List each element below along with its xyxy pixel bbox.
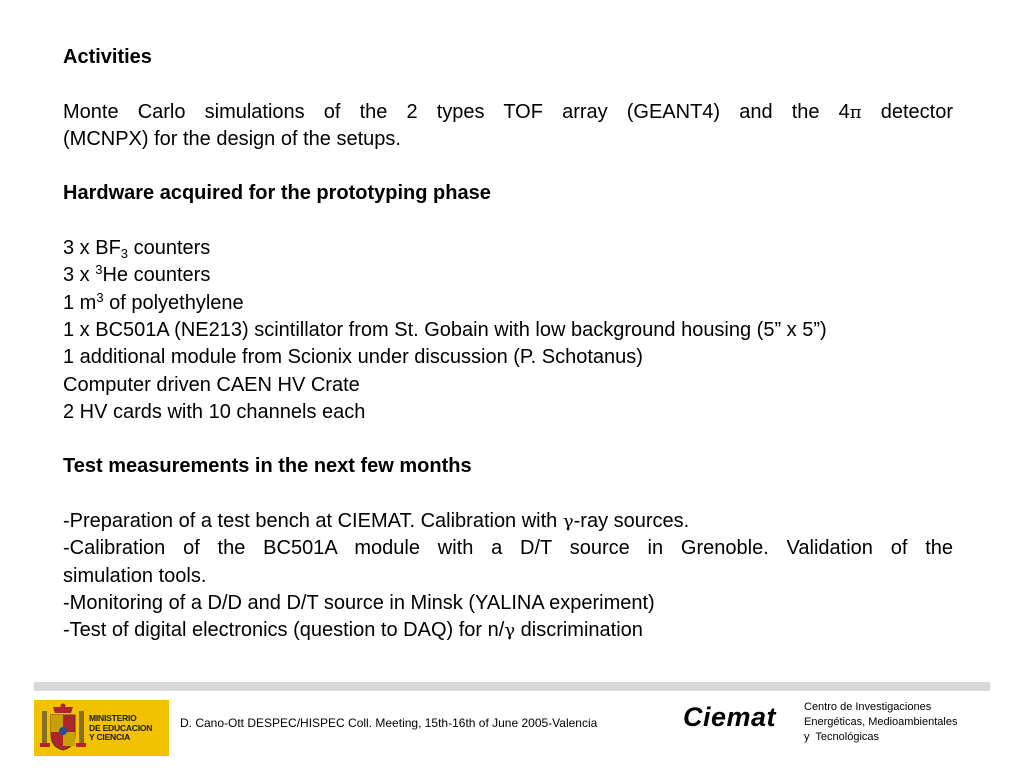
hw-item-scionix: 1 additional module from Scionix under discussion (P. Schotanus) [63, 346, 643, 369]
gamma-symbol: γ [562, 511, 574, 533]
hw-item-poly [63, 290, 953, 317]
test-item-calibration-cont: simulation tools. [63, 564, 207, 587]
ciemat-desc-line: Centro de Investigaciones [804, 701, 932, 713]
mc-line1-end: detector [861, 100, 953, 123]
ciemat-desc-line: Energéticas, Medioambientales [804, 716, 958, 728]
hw-item-bc501a: 1 x BC501A (NE213) scintillator from St. Gobain with low background housing (5” x 5”) [63, 318, 827, 341]
superscript: 3 [95, 262, 103, 278]
test-item-electronics [63, 617, 953, 644]
test-item-bench [63, 508, 953, 535]
test4-end: discrimination [515, 619, 643, 642]
hw-bf3-end: counters [128, 237, 211, 260]
hw-poly-end: of polyethylene [103, 291, 244, 314]
test1-end: -ray sources. [573, 510, 690, 533]
pi-symbol: π [849, 101, 862, 123]
mc-paragraph [63, 99, 953, 126]
test4-text: -Test of digital electronics (question to DAQ) for n/ [63, 619, 505, 642]
ministerio-line: Y CIENCIA [89, 732, 131, 742]
ministerio-label [89, 714, 169, 743]
heading-hardware: Hardware acquired for the prototyping phase [63, 182, 491, 205]
footer-divider [34, 682, 990, 691]
hw-item-caen: Computer driven CAEN HV Crate [63, 373, 360, 396]
test-item-calibration [63, 535, 953, 562]
hw-poly-text: 1 m [63, 291, 97, 314]
spacer [63, 71, 953, 98]
meeting-credit: D. Cano-Ott DESPEC/HISPEC Coll. Meeting, 15th-16th of June 2005-Valencia [180, 716, 598, 730]
ciemat-description [804, 700, 1004, 745]
hw-he3-text: 3 x [63, 264, 96, 287]
spacer [63, 153, 953, 180]
slide-content [63, 44, 953, 645]
ciemat-desc-line: y Tecnológicas [804, 731, 880, 743]
heading-activities: Activities [63, 46, 152, 68]
ministerio-line: DE EDUCACION [89, 722, 153, 733]
coat-of-arms-icon [39, 703, 87, 753]
heading-tests: Test measurements in the next few months [63, 455, 472, 478]
spacer [63, 426, 953, 453]
mc-line1-text: Monte Carlo simulations of the 2 types TOF array (GEANT4) and the 4 [63, 100, 850, 123]
spacer [63, 481, 953, 508]
test-item-monitoring: -Monitoring of a D/D and D/T source in Minsk (YALINA experiment) [63, 591, 655, 614]
test1-text: -Preparation of a test bench at CIEMAT. Calibration with [63, 510, 563, 533]
subscript: 3 [120, 246, 129, 262]
superscript: 3 [96, 289, 104, 305]
ministerio-line: MINISTERIO [89, 713, 137, 723]
hw-item-he3 [63, 262, 953, 289]
mc-line2: (MCNPX) for the design of the setups. [63, 127, 401, 150]
ministerio-logo [34, 700, 169, 756]
hw-he3-end: He counters [102, 264, 211, 287]
hw-item-bf3 [63, 235, 953, 262]
spacer [63, 208, 953, 235]
gamma-symbol: γ [504, 620, 516, 642]
hw-bf3-text: 3 x BF [63, 237, 121, 260]
test2-line1: -Calibration of the BC501A module with a D/T source in Grenoble. Validation of the [63, 537, 953, 560]
hw-item-hvcards: 2 HV cards with 10 channels each [63, 400, 366, 423]
ciemat-logo: Ciemat [683, 702, 777, 732]
